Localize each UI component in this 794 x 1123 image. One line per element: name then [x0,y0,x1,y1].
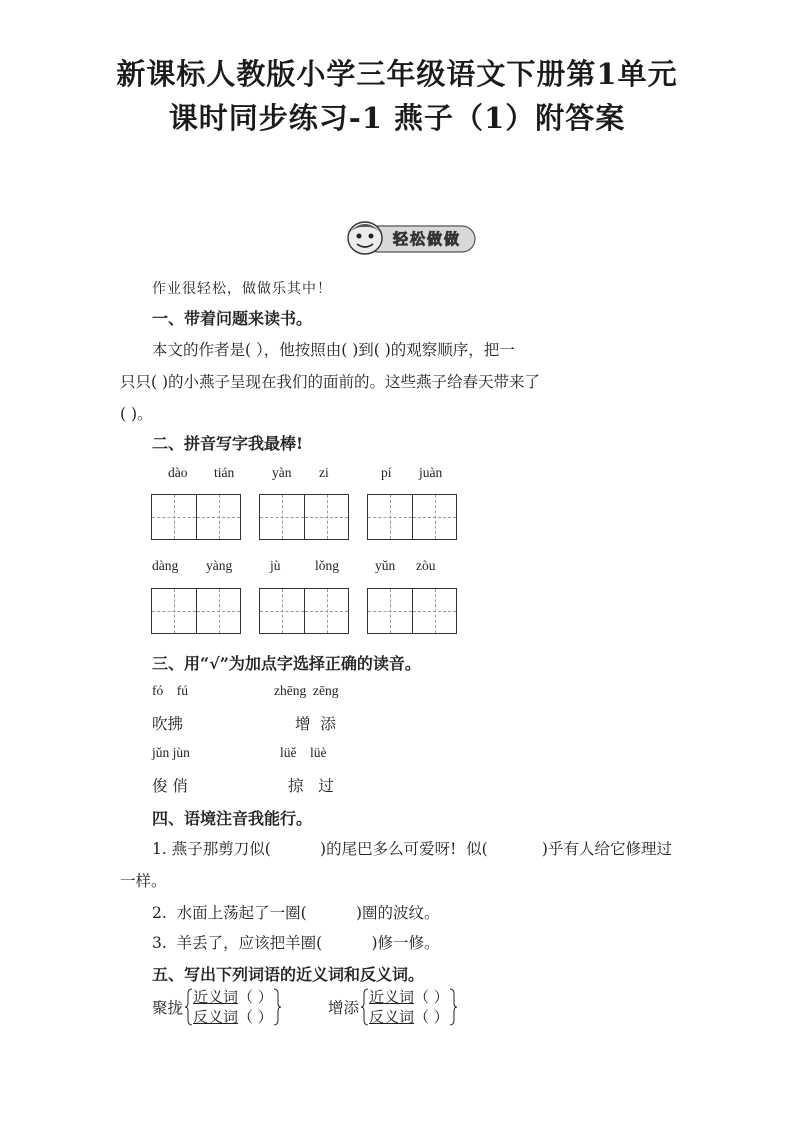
pinyin-options-2b: lüě lüè [280,745,327,760]
writing-grid-row-1 [151,494,457,540]
writing-box[interactable] [259,588,349,634]
section-1-line-1: 本文的作者是( ），他按照由( )到( )的观察顺序，把一 [152,341,515,359]
word-1: 聚拢 [152,999,184,1017]
section-4-item-3: 3. 羊丢了，应该把羊圈( )修一修。 [152,934,440,952]
intro-text: 作业很轻松，做做乐其中！ [152,281,332,297]
pinyin-options-1b: zhēng zēng [274,683,339,698]
pinyin-options-2a: jǔn jùn [152,745,190,760]
word-group-2 [328,988,457,1026]
synonym-label: 近义词 [369,988,415,1006]
answer-blank[interactable]: （ ） [238,988,273,1006]
section-5-heading: 五、写出下列词语的近义词和反义词。 [152,965,425,984]
answer-blank[interactable]: （ ） [238,1008,273,1026]
pinyin-r1-4: zi [319,465,329,480]
answer-blank[interactable]: （ ） [414,988,449,1006]
left-brace-icon [185,988,193,1026]
pinyin-r1-6: juàn [419,465,443,480]
section-1-line-3: ( )。 [120,405,153,423]
pinyin-r2-6: zòu [416,558,436,573]
right-brace-icon [449,988,457,1026]
words-2b: 掠 过 [288,777,334,795]
section-1-heading: 一、带着问题来读书。 [152,309,313,328]
pinyin-r1-1: dào [168,465,188,480]
pinyin-options-1a: fó fú [152,683,188,698]
section-1-line-2: 只只( )的小燕子呈现在我们的面前的。这些燕子给春天带来了 [120,373,541,391]
section-4-item-1-line-2: 一样。 [120,872,167,890]
pinyin-r1-2: tián [214,465,235,480]
words-1a: 吹拂 [152,715,184,733]
pinyin-r2-4: lǒng [315,558,340,573]
writing-box[interactable] [367,588,457,634]
writing-box[interactable] [151,588,241,634]
pinyin-r1-5: pí [381,465,392,480]
page-title-line-1: 新课标人教版小学三年级语文下册第1单元 [116,57,678,91]
writing-box[interactable] [151,494,241,540]
pinyin-r2-3: jù [270,558,281,573]
section-2-heading: 二、拼音写字我最棒! [152,434,304,453]
cartoon-face-icon [348,222,382,254]
easy-practice-badge [343,218,477,256]
right-brace-icon [273,988,281,1026]
words-1b: 增 添 [295,715,336,733]
section-3-heading: 三、用“√”为加点字选择正确的读音。 [152,654,421,673]
word-2: 增添 [328,999,360,1017]
pinyin-r1-3: yàn [272,465,292,480]
section-4-heading: 四、语境注音我能行。 [152,809,313,828]
word-group-1 [152,988,281,1026]
synonym-label: 近义词 [193,988,239,1006]
left-brace-icon [361,988,369,1026]
pinyin-r2-5: yǔn [375,558,396,573]
writing-grid-row-2 [151,588,457,634]
pinyin-r2-2: yàng [206,558,233,573]
section-4-item-2: 2. 水面上荡起了一圈( )圈的波纹。 [152,904,440,922]
writing-box[interactable] [367,494,457,540]
page-title-line-2: 课时同步练习-1 燕子（1）附答案 [168,101,626,135]
antonym-label: 反义词 [193,1008,239,1026]
writing-box[interactable] [259,494,349,540]
antonym-label: 反义词 [369,1008,415,1026]
badge-text: 轻松做做 [392,230,462,248]
answer-blank[interactable]: （ ） [414,1008,449,1026]
pinyin-r2-1: dàng [152,558,179,573]
words-2a: 俊 俏 [152,777,188,795]
section-4-item-1-line-1: 1. 燕子那剪刀似( )的尾巴多么可爱呀! 似( )乎有人给它修理过 [152,840,672,858]
